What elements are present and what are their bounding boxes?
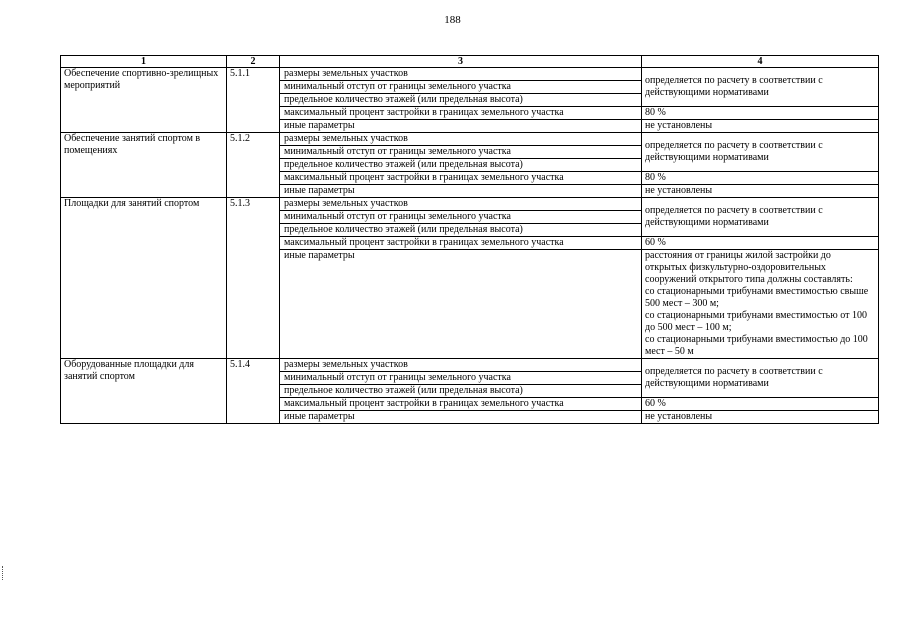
param-value-other-distances	[642, 250, 879, 359]
param-size: размеры земельных участков	[280, 133, 642, 146]
param-percent: максимальный процент застройки в границах земельного участка	[280, 107, 642, 120]
use-type-code: 5.1.3	[227, 198, 280, 359]
use-type-code: 5.1.1	[227, 68, 280, 133]
param-indent: минимальный отступ от границы земельного участка	[280, 81, 642, 94]
margin-mark	[2, 566, 5, 580]
param-value-calc: определяется по расчету в соответствии с действующими нормативами	[642, 133, 879, 172]
table-row	[61, 198, 879, 211]
column-header: 4	[642, 56, 879, 68]
param-other: иные параметры	[280, 411, 642, 424]
param-size: размеры земельных участков	[280, 359, 642, 372]
param-other: иные параметры	[280, 120, 642, 133]
param-value-calc: определяется по расчету в соответствии с действующими нормативами	[642, 359, 879, 398]
use-type-code: 5.1.4	[227, 359, 280, 424]
param-value-other: не установлены	[642, 185, 879, 198]
table-row	[61, 133, 879, 146]
param-value-percent: 60 %	[642, 398, 879, 411]
param-indent: минимальный отступ от границы земельного участка	[280, 211, 642, 224]
param-indent: минимальный отступ от границы земельного участка	[280, 372, 642, 385]
column-header: 3	[280, 56, 642, 68]
param-floors: предельное количество этажей (или предельная высота)	[280, 159, 642, 172]
table-row	[61, 68, 879, 81]
param-value-other: не установлены	[642, 411, 879, 424]
param-value-calc: определяется по расчету в соответствии с действующими нормативами	[642, 68, 879, 107]
param-floors: предельное количество этажей (или предельная высота)	[280, 94, 642, 107]
distance-over-500: со стационарными трибунами вместимостью свыше 500 мест – 300 м;	[645, 286, 869, 309]
param-percent: максимальный процент застройки в границах земельного участка	[280, 172, 642, 185]
param-floors: предельное количество этажей (или предельная высота)	[280, 224, 642, 237]
use-type-code: 5.1.2	[227, 133, 280, 198]
use-type-name: Оборудованные площадки для занятий спортом	[61, 359, 227, 424]
param-other: иные параметры	[280, 185, 642, 198]
distance-intro: расстояния от границы жилой застройки до открытых физкультурно-оздоровительных сооружений открытого типа должны составлять:	[645, 250, 853, 285]
param-value-calc: определяется по расчету в соответствии с действующими нормативами	[642, 198, 879, 237]
param-value-percent: 80 %	[642, 107, 879, 120]
regulations-table	[60, 55, 879, 424]
use-type-name: Обеспечение спортивно-зрелищных мероприятий	[61, 68, 227, 133]
param-percent: максимальный процент застройки в границах земельного участка	[280, 398, 642, 411]
column-header: 2	[227, 56, 280, 68]
param-value-other: не установлены	[642, 120, 879, 133]
param-value-percent: 60 %	[642, 237, 879, 250]
param-percent: максимальный процент застройки в границах земельного участка	[280, 237, 642, 250]
page-number: 188	[444, 14, 461, 26]
param-indent: минимальный отступ от границы земельного участка	[280, 146, 642, 159]
use-type-name: Обеспечение занятий спортом в помещениях	[61, 133, 227, 198]
param-size: размеры земельных участков	[280, 198, 642, 211]
column-header: 1	[61, 56, 227, 68]
param-floors: предельное количество этажей (или предельная высота)	[280, 385, 642, 398]
header-row	[61, 56, 879, 68]
param-value-percent: 80 %	[642, 172, 879, 185]
distance-100-500: со стационарными трибунами вместимостью от 100 до 500 мест – 100 м;	[645, 310, 867, 333]
param-other: иные параметры	[280, 250, 642, 359]
param-size: размеры земельных участков	[280, 68, 642, 81]
table-row	[61, 359, 879, 372]
distance-under-100: со стационарными трибунами вместимостью до 100 мест – 50 м	[645, 334, 868, 357]
use-type-name: Площадки для занятий спортом	[61, 198, 227, 359]
